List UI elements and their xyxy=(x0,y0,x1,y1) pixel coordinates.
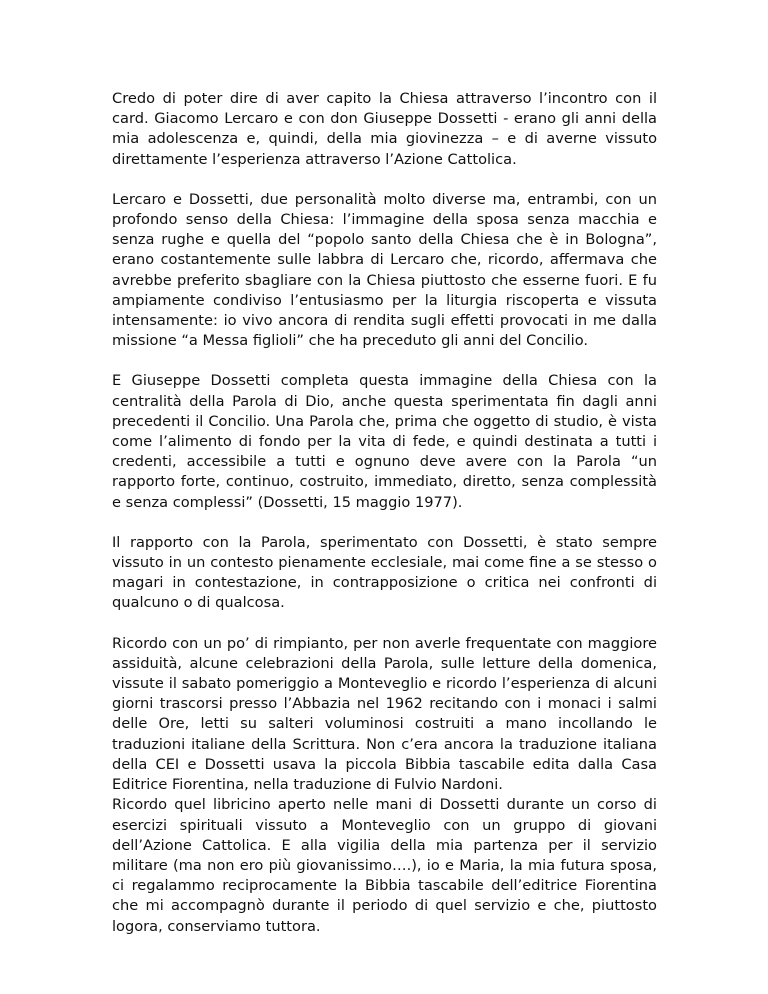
paragraph-1: Credo di poter dire di aver capito la Chiesa attraverso l’incontro con il card. Giacomo Lercaro e con don Giuseppe Dossetti - erano gli anni della mia adolescenza e, quindi, della mia giovinezza – e di averne vissuto direttamente l’esperienza attraverso l’Azione Cattolica. xyxy=(112,90,657,168)
paragraph-4: Il rapporto con la Parola, sperimentato con Dossetti, è stato sempre vissuto in un contesto pienamente ecclesiale, mai come fine a se stesso o magari in contestazione, in contrapposizione o critica nei confronti di qualcuno o di qualcosa. xyxy=(112,533,657,612)
paragraph-6: Ricordo quel libricino aperto nelle mani di Dossetti durante un corso di esercizi spirituali vissuto a Monteveglio con un gruppo di giovani dell’Azione Cattolica. E alla vigilia della mia partenza per il servizio militare (ma non ero più giovanissimo….), io e Maria, la mia futura sposa, ci regalammo reciprocamente la Bibbia tascabile dell’editrice Fiorentina che mi accompagnò durante il periodo di quel servizio e che, piuttosto logora, conserviamo tuttora. xyxy=(112,796,657,935)
document-page xyxy=(112,89,657,957)
paragraph-3: E Giuseppe Dossetti completa questa immagine della Chiesa con la centralità della Parola di Dio, anche questa sperimentata fin dagli anni precedenti il Concilio. Una Parola che, prima che oggetto di studio, è vista come l’alimento di fondo per la vita di fede, e quindi destinata a tutti i credenti, accessibile a tutti e ognuno deve avere con la Parola “un rapporto forte, continuo, costruito, immediato, diretto, senza complessità e senza complessi” (Dossetti, 15 maggio 1977). xyxy=(112,372,657,511)
paragraph-2: Lercaro e Dossetti, due personalità molto diverse ma, entrambi, con un profondo senso della Chiesa: l’immagine della sposa senza macchia e senza rughe e quella del “popolo santo della Chiesa che è in Bologna”, erano costantemente sulle labbra di Lercaro che, ricordo, affermava che avrebbe preferito sbagliare con la Chiesa piuttosto che esserne fuori. E fu ampiamente condiviso l’entusiasmo per la liturgia riscoperta e vissuta intensamente: io vivo ancora di rendita sugli effetti provocati in me dalla missione “a Messa figlioli” che ha preceduto gli anni del Concilio. xyxy=(112,190,657,350)
paragraph-5: Ricordo con un po’ di rimpianto, per non averle frequentate con maggiore assiduità, alcune celebrazioni della Parola, sulle letture della domenica, vissute il sabato pomeriggio a Monteveglio e ricordo l’esperienza di alcuni giorni trascorsi presso l’Abbazia nel 1962 recitando con i monaci i salmi delle Ore, letti su salteri voluminosi costruiti a mano incollando le traduzioni italiane della Scrittura. Non c’era ancora la traduzione italiana della CEI e Dossetti usava la piccola Bibbia tascabile edita dalla Casa Editrice Fiorentina, nella traduzione di Fulvio Nardoni. xyxy=(112,634,657,794)
